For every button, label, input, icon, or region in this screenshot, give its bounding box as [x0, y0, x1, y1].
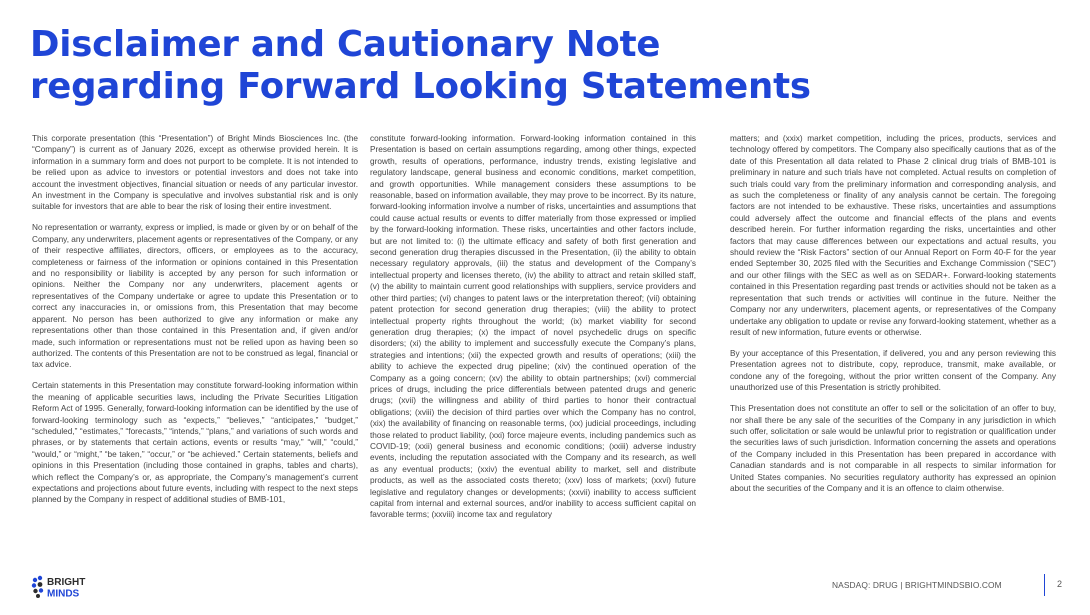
slide-title-line-1: Disclaimer and Cautionary Note: [30, 24, 661, 65]
text-column-1: [32, 133, 358, 515]
paragraph: By your acceptance of this Presentation, if delivered, you and any person reviewing this Presentation agrees not to distribute, copy, reproduce, transmit, make available, or condone any of the foregoing, without the prior written consent of the Company. Any unauthorized use of this Presentation is strictly prohibited.: [730, 348, 1056, 393]
footer-divider: [1044, 574, 1045, 596]
paragraph: This corporate presentation (this “Presentation”) of Bright Minds Biosciences Inc. (the “Company”) is current as of January 2026, except as otherwise provided herein. It is information in a summary form and does not purport to be complete. It is not intended to be relied upon as advice to investors or potential investors and does not take into account the investment objectives, financial situation or needs of any particular investor. An investment in the Company is speculative and involves substantial risk and is only suitable for investors that are able to bear the risk of losing their entire investment.: [32, 134, 358, 212]
logo-text-bright: BRIGHT: [47, 577, 86, 588]
paragraph: This Presentation does not constitute an offer to sell or the solicitation of an offer to buy, nor shall there be any sale of the securities of the Company in any jurisdiction in which such offer, solicitation or sale would be unlawful prior to registration or qualification under the securities laws of such jurisdiction. Information concerning the assets and operations of the Company included in this Presentation has been prepared in accordance with Canadian standards and is not comparable in all respects to similar information for United States companies. No securities regulatory authority has expressed an opinion about the securities of the Company and it is an offence to claim otherwise.: [730, 404, 1056, 493]
slide-title-line-2: regarding Forward Looking Statements: [30, 65, 811, 107]
text-column-2: [370, 133, 696, 530]
logo-text-minds: MINDS: [47, 588, 80, 600]
paragraph: constitute forward-looking information. Forward-looking information contained in this Presentation is based on certain assumptions regarding, among other things, expected growth, results of operations, performance, industry trends, existing legislative and regulatory landscape, general business and economic conditions, market competition, and growth opportunities. While management considers these assumptions to be reasonable, based on information available, they may prove to be incorrect. By its nature, forward-looking information involve a number of risks, uncertainties and assumptions that could cause actual results or events to differ materially from those expressed or implied by the forward-looking information. These risks, uncertainties and other factors include, but are not limited to: (i) the ultimate efficacy and safety of both first generation and second generation drug therapies discussed in the Presentation, (ii) the ability to obtain necessary regulatory approvals, (iii) the status and development of the Company’s intellectual property and licenses thereto, (iv) the ability to attract and retain skilled staff, (v) the ability to maintain current good relationships with suppliers, service providers and other third parties; (vi) changes to patent laws or the interpretation thereof; (vii) obtaining patent protection for second generation drug therapies; (viii) the ability to protect intellectual property rights throughout the world; (ix) market viability for second generation drug therapies; (x) the impact of novel psychedelic drugs on specific disorders; (xi) the ability to implement and successfully execute the Company’s plans, strategies and intentions; (xii) the expected growth and results of operations; (xiii) the ability to achieve the expected drug pipeline; (xiv) the continued operation of the Company as a going concern; (xv) the ability to obtain partnerships; (xvi) commercial prices of drugs, including the price differentials between patented drugs and generic drugs; (xvii) the willingness and ability of third parties to honor their contractual obligations; (xviii) the decision of third parties over which the Company has no control, (xix) the availability of financing on reasonable terms, (xx) judicial proceedings, including those related to product liability, (xxi) force majeure events, including pandemics such as COVID-19; (xxii) general business and economic conditions; (xxiii) adverse industry events, including the reputation associated with the Company and its research, as well as any eventual products; (xxiv) the eventual ability to market, sell and distribute products, as well as the associated costs thereto; (xxv) loss of markets; (xxvi) future legislative and regulatory changes or developments; (xxvii) inability to access sufficient capital from internal and external sources, and/or inability to access sufficient capital on favorable terms; (xxviii) income tax and regulatory: [370, 134, 696, 520]
paragraph: Certain statements in this Presentation may constitute forward-looking information within the meaning of applicable securities laws, including the Private Securities Litigation Reform Act of 1995. Generally, forward-looking information can be identified by the use of forward-looking terminology such as “expects,” “believes,” “anticipates,” “budget,” “scheduled,” “estimates,” “forecasts,” “intends,” “plans,” and variations of such words and phrases, or by statements that certain actions, events or results “may,” “will,” “could,” “would,” or “might,” “be taken,” “occur,” or “be achieved.” Certain statements, beliefs and opinions in this Presentation (including those contained in graphs, tables and charts), which reflect the Company’s or, as appropriate, the Company’s management’s current expectations and projections about future events, including with respect to the next steps planned by the Company in respect of additional studies of BMB-101,: [32, 381, 358, 505]
bright-minds-logo: [30, 574, 94, 600]
footer-ticker-website: NASDAQ: DRUG | BRIGHTMINDSBIO.COM: [832, 580, 1002, 590]
paragraph: No representation or warranty, express or implied, is made or given by or on behalf of the Company, any underwriters, placement agents or representatives of the Company, or any of their respective affiliates, directors, officers, or employees as to the accuracy, completeness or fairness of the information or opinions contained in this Presentation and no responsibility or liability is accepted by any person for such information or opinions. Neither the Company nor any underwriters, placement agents or representatives of the Company undertake or agree to update this Presentation or to correct any inaccuracies in, or omissions from, this Presentation that may become apparent. No person has been authorized to give any information or make any representations other than those contained in this Presentation and, if given and/or made, such information or representations must not be relied upon as having been so authorized. The contents of this Presentation are not to be construed as legal, financial or tax advice.: [32, 223, 358, 370]
page-number: 2: [1057, 579, 1063, 589]
slide-title: [30, 24, 1030, 108]
logo-mark-icon: [32, 576, 43, 598]
paragraph: matters; and (xxix) market competition, including the prices, products, services and technology offered by competitors. The Company also specifically cautions that as of the date of this Presentation all data related to Phase 2 clinical drug trials of BMB-101 is preliminary in nature and such trials have not completed. Actual results on completion of such trials could vary from the preliminary information and corresponding analysis, and as such the completeness or finality of any analysis cannot be certain. The foregoing factors are not intended to be exhaustive. These risks, uncertainties and assumptions could adversely affect the outcome and financial effects of the plans and events described herein. For further information regarding the risks, uncertainties and other factors that may cause differences between our expectations and actual results, you should review the “Risk Factors” section of our Annual Report on Form 40-F for the year ended September 30, 2025 filed with the Securities and Exchange Commission (“SEC”) and our other filings with the SEC as well as on SEDAR+. Forward-looking statements contained in this Presentation regarding past trends or activities should not be taken as a representation that such trends or activities will continue in the future. Neither the Company nor any underwriters, placement agents, or representatives of the Company undertake any obligation to update or revise any forward-looking statement, whether as a result of new information, future events or otherwise.: [730, 134, 1056, 337]
text-column-3: [730, 133, 1056, 504]
